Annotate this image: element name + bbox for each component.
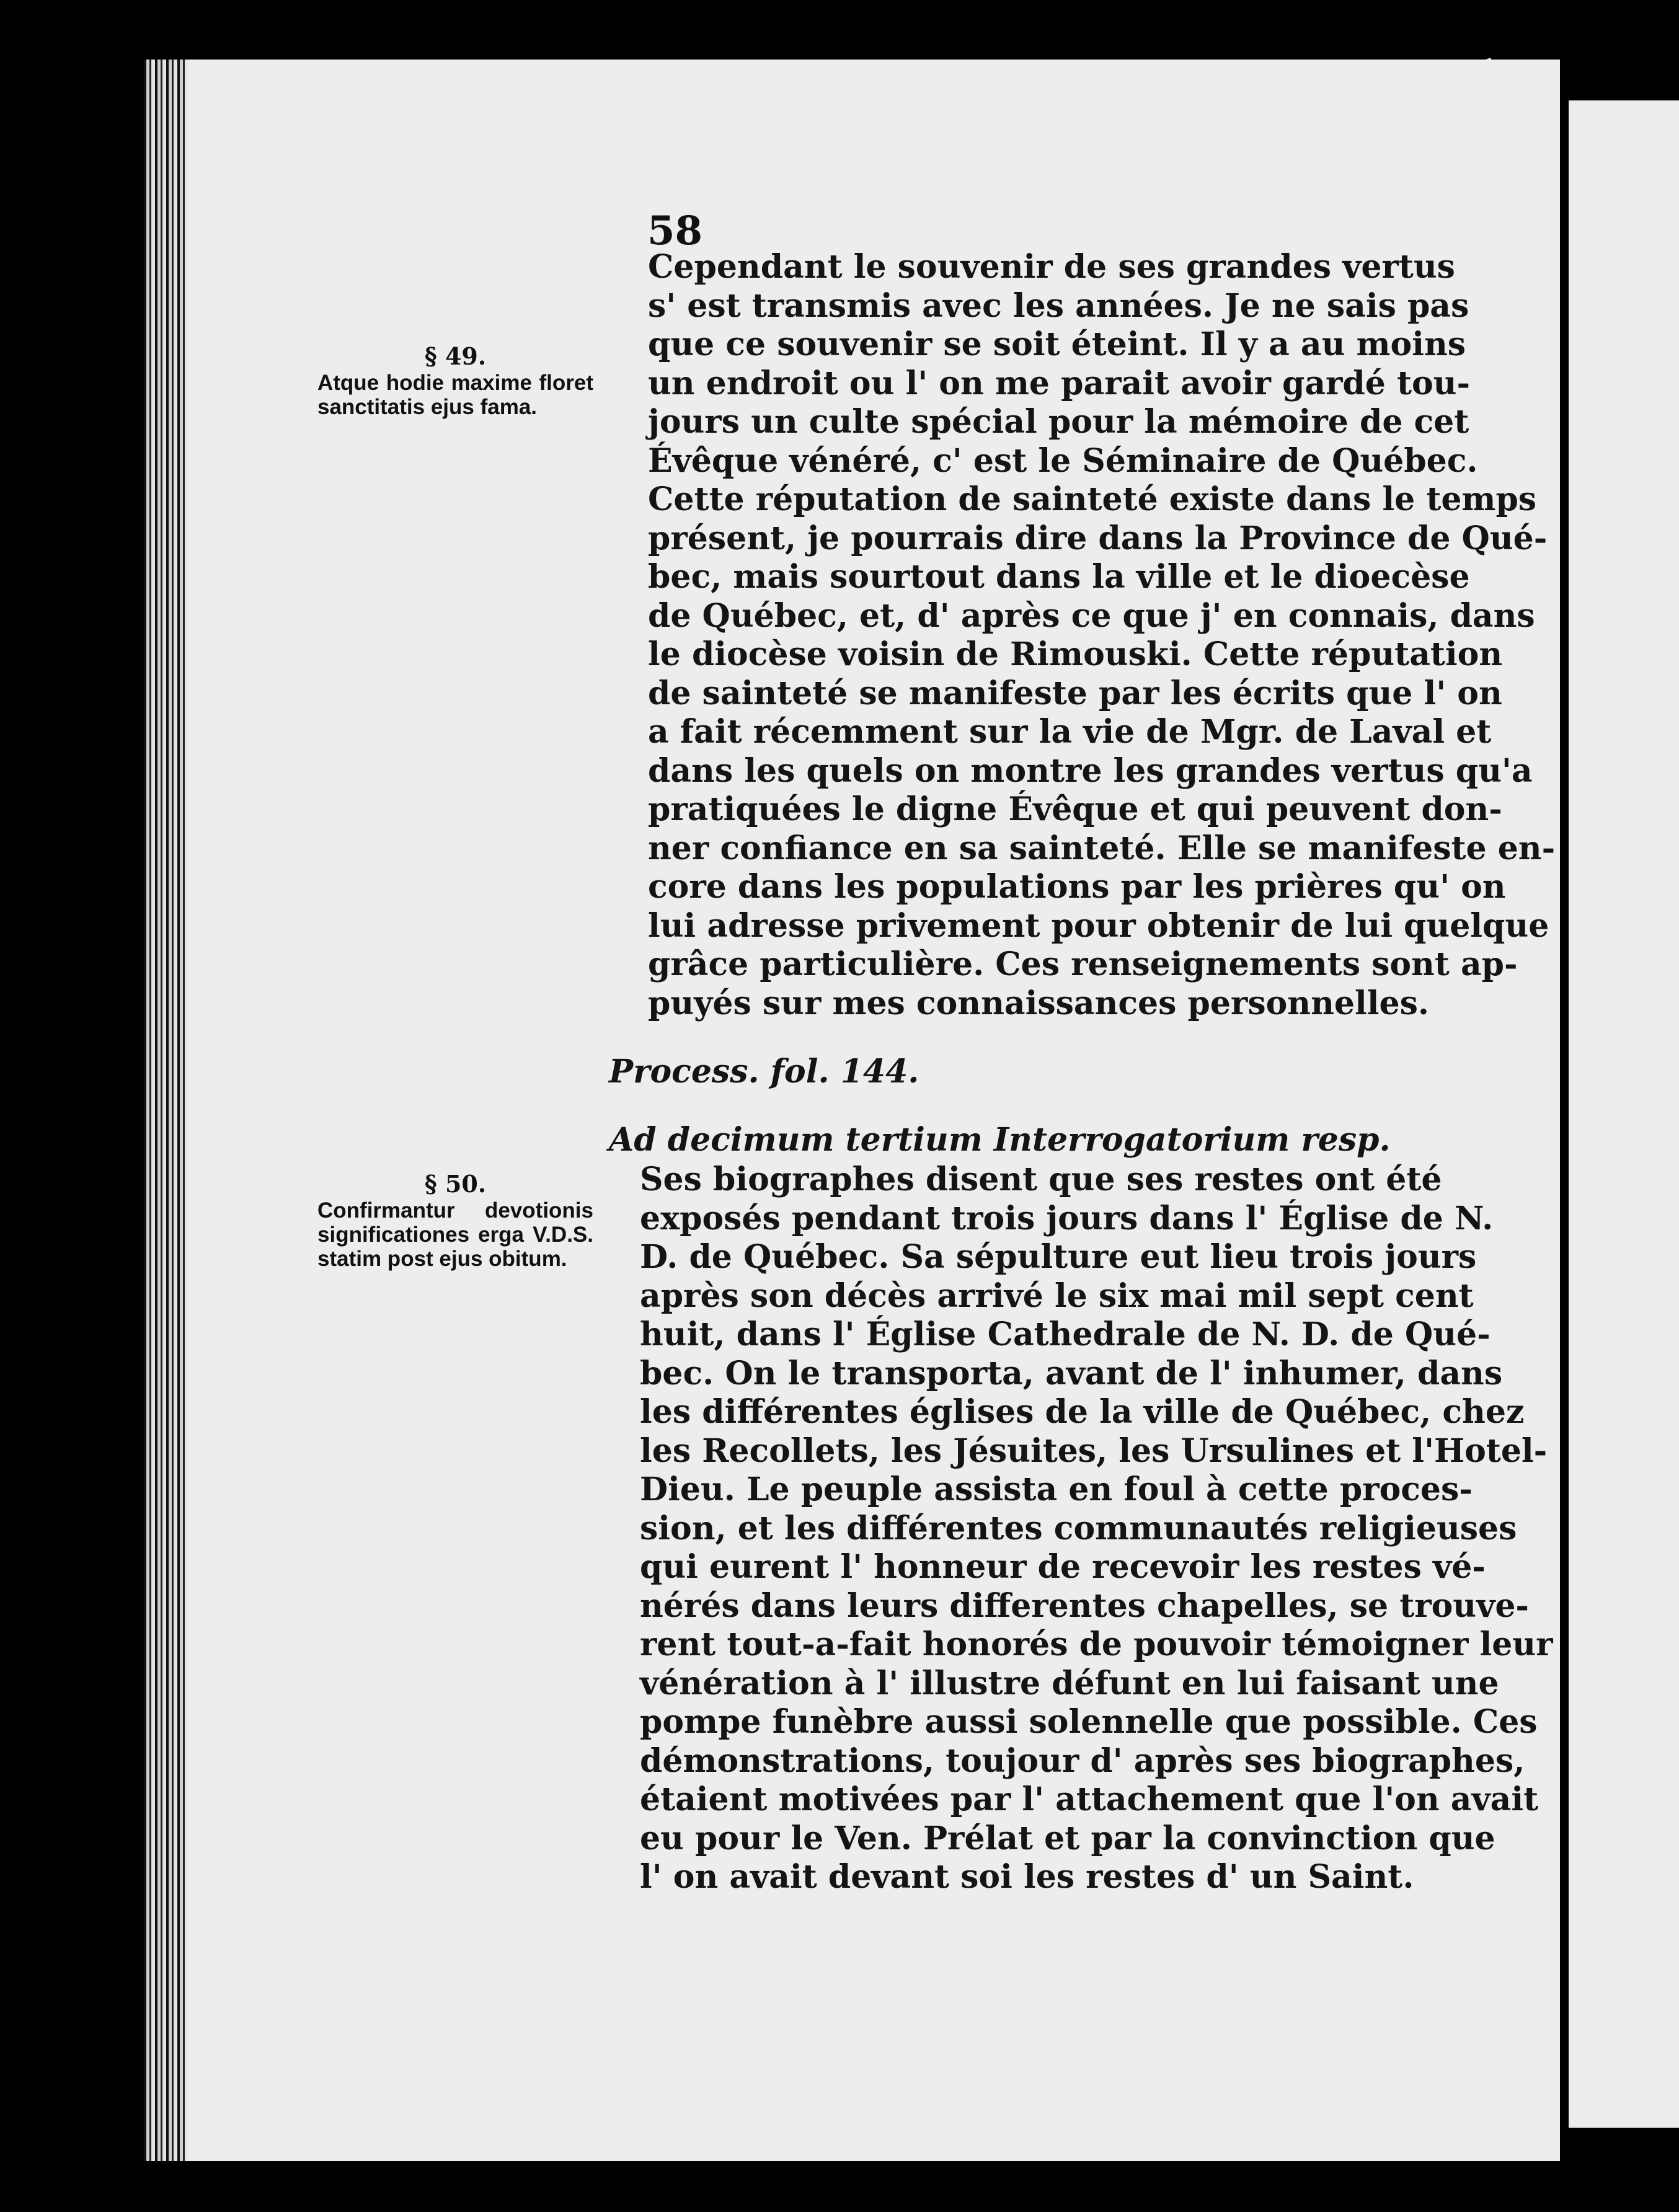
text-line: Cependant le souvenir de ses grandes vertus	[648, 248, 1455, 286]
text-line: Évêque vénéré, c' est le Séminaire de Québec.	[648, 441, 1478, 480]
text-line: sion, et les différentes communautés religieuses	[640, 1509, 1517, 1547]
text-line: démonstrations, toujour d' après ses biographes,	[640, 1741, 1525, 1780]
text-line: de Québec, et, d' après ce que j' en connais, dans	[648, 596, 1535, 635]
text-line: après son décès arrivé le six mai mil sept cent	[640, 1276, 1474, 1315]
text-line: qui eurent l' honneur de recevoir les restes vé-	[640, 1548, 1486, 1586]
text-line: dans les quels on montre les grandes vertus qu'a	[648, 751, 1533, 790]
text-line: a fait récemment sur la vie de Mgr. de Laval et	[648, 713, 1492, 751]
text-line: core dans les populations par les prières qu' on	[648, 868, 1506, 906]
margin-note-text: Confirmantur devotionis significationes erga V.D.S. statim post ejus obitum.	[317, 1198, 593, 1271]
text-line: que ce souvenir se soit éteint. Il y a au moins	[648, 325, 1466, 363]
margin-note-50	[317, 1172, 593, 1271]
text-line: étaient motivées par l' attachement que l'on avait	[640, 1781, 1539, 1818]
text-line: Ses biographes disent que ses restes ont été	[640, 1161, 1442, 1198]
text-line: les différentes églises de la ville de Québec, chez	[640, 1393, 1525, 1431]
text-line: s' est transmis avec les années. Je ne sais pas	[648, 286, 1469, 325]
text-line: l' on avait devant soi les restes d' un Saint.	[640, 1858, 1414, 1896]
text-line: rent tout-a-fait honorés de pouvoir témoigner leur	[640, 1626, 1553, 1663]
text-line: grâce particulière. Ces renseignements sont ap-	[648, 945, 1518, 983]
text-line: pompe funèbre aussi solennelle que possible. Ces	[640, 1703, 1538, 1741]
text-line: D. de Québec. Sa sépulture eut lieu trois jours	[640, 1238, 1477, 1276]
next-page-edge	[1569, 100, 1679, 2128]
margin-note-text: Atque hodie maxime floret sanctitatis ejus fama.	[317, 371, 593, 419]
page-edges	[144, 60, 187, 2161]
text-line: nérés dans leurs differentes chapelles, se trouve-	[640, 1586, 1529, 1625]
text-line: exposés pendant trois jours dans l' Église de N.	[640, 1199, 1494, 1237]
text-line: Cette réputation de sainteté existe dans le temps	[648, 480, 1537, 518]
margin-note-number: § 50.	[424, 1170, 487, 1198]
text-line: jours un culte spécial pour la mémoire de cet	[648, 403, 1469, 441]
text-line: un endroit ou l' on me parait avoir gardé tou-	[648, 364, 1471, 402]
text-line: huit, dans l' Église Cathedrale de N. D. de Qué-	[640, 1316, 1491, 1353]
margin-note-49	[317, 344, 593, 419]
text-line: le diocèse voisin de Rimouski. Cette réputation	[648, 635, 1503, 673]
paragraph-2	[640, 1161, 1553, 1897]
text-line: eu pour le Ven. Prélat et par la convinction que	[640, 1819, 1495, 1857]
text-line: les Recollets, les Jésuites, les Ursulines et l'Hotel-	[640, 1431, 1548, 1470]
text-line: puyés sur mes connaissances personnelles.	[648, 984, 1429, 1022]
margin-note-number: § 49.	[424, 342, 487, 370]
interrogatory-heading: Ad decimum tertium Interrogatorium resp.	[609, 1121, 1391, 1159]
text-line: lui adresse privement pour obtenir de lui quelque	[648, 906, 1549, 945]
paragraph-1	[648, 248, 1556, 1023]
text-line: Dieu. Le peuple assista en foul à cette proces-	[640, 1471, 1473, 1508]
text-line: pratiquées le digne Évêque et qui peuvent don-	[648, 790, 1502, 828]
text-line: bec, mais sourtout dans la ville et le dioecèse	[648, 558, 1470, 596]
text-line: bec. On le transporta, avant de l' inhumer, dans	[640, 1354, 1503, 1392]
text-line: présent, je pourrais dire dans la Province de Qué-	[648, 519, 1548, 557]
text-line: de sainteté se manifeste par les écrits que l' on	[648, 674, 1502, 712]
page-number: 58	[647, 208, 703, 254]
text-line: ner confiance en sa sainteté. Elle se manifeste en-	[648, 829, 1556, 867]
text-line: vénération à l' illustre défunt en lui faisant une	[640, 1664, 1499, 1702]
citation: Process. fol. 144.	[609, 1053, 919, 1091]
